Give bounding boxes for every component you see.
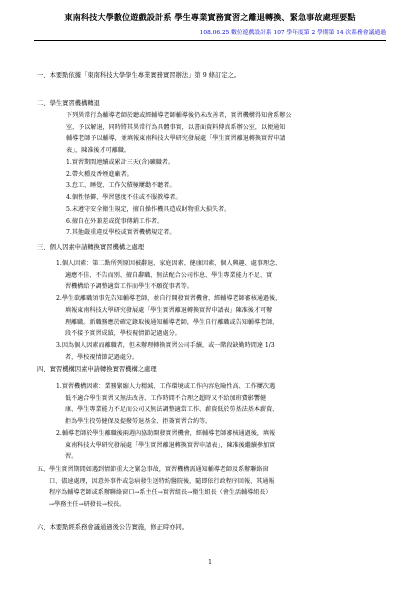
section-3-heading: 三、個人因素申請轉換實習機構之處理: [37, 244, 145, 251]
text-line: 段不接予實習成績，學校視情節記過處分。: [65, 330, 181, 338]
text-line: 東南科技大學研究發展處「學生實習離退轉換實習申請表」，陳准後繼續參加實: [65, 441, 276, 449]
section-6: 六、本要點經系務會議通過後公告實施，修正時亦同。: [37, 524, 189, 531]
section-2-intro: [66, 110, 291, 157]
text-line: →學務主任→研發長→校長。: [49, 501, 126, 509]
text-line: 習。: [65, 453, 78, 461]
section-5: [37, 464, 274, 511]
page-number: 1: [208, 559, 212, 566]
text-line: 2.學生欲離職須事先告知輔導老師，並自行開發實習機會，經輔導老師審核通過後，: [56, 295, 282, 303]
text-line: 理離職。新職務應於確定錄取後通知輔導老師，學生自行離職或告知輔導老師，: [65, 318, 279, 326]
list-item: 5.未遵守安全衛生規定，擅自操作機具造成財物重大損失者。: [66, 205, 231, 213]
text-line: 適應不佳、不告而別、擅自辭職、無法配合公司作息、學生專業能力不足、實: [65, 271, 273, 279]
section-4-heading: 四、實習機構因素申請轉換實習機構之處理: [37, 366, 157, 373]
section-2-list: [66, 157, 230, 239]
section-4-body: [56, 381, 278, 463]
text-line: 拒為學生投勞健保及提撥勞退基金、拒簽實習合約等。: [65, 418, 212, 426]
text-line: 習機構給予調整適當工作而學生不願從事者等。: [65, 283, 193, 291]
text-line: 低不適合學生實習又無法改善、工作時間不合理之超時又不給加班費影響健: [65, 394, 267, 402]
list-item: 2.帶火種及香煙進廠者。: [66, 170, 133, 178]
text-line: 五、學生實習期間如遇到情節重大之緊急事故，實習機構需通知輔導老師及系辦聯絡窗: [37, 466, 269, 473]
text-line: 1.實習機構因素：業務緊縮人力精減、工作環境或工作內容危險性高、工作屢次遇: [56, 383, 276, 390]
title-rule: [34, 40, 386, 41]
text-line: 程序為輔導老師或系辦聯絡窗口→系主任→實習組長→衛生組長（會生活輔導組長）: [49, 489, 272, 497]
text-line: 表」，陳准後才可離職。: [66, 147, 130, 155]
text-line: 3.因為個人因素而離職者，但未辦理轉換實習公司手續，或一階段缺勤時間達 1/3: [56, 341, 275, 349]
text-line: 康、學生專業能力不足而公司又無法調整適當工作、薪資低於勞基法基本薪資、: [65, 406, 279, 414]
section-1: 一、本要點依據「東南科技大學學生專業實務實習辦法」第 9 條訂定之。: [37, 72, 241, 79]
section-3-body: [56, 258, 281, 363]
list-item: 6.擅自在外兼差或從事傳銷工作者。: [66, 217, 164, 225]
text-line: 填報東南科技大學研究發展處「學生實習離退轉換實習申請表」陳准後才可辦: [65, 306, 273, 314]
text-line: 1.個人因素：第二點所列原因被辭退、家庭因素、健康因素、個人興趣、處事理念、: [56, 260, 282, 267]
text-line: 2.輔導老師於學生離職後兩週內協助開發實習機會，經輔導老師審核通過後，填報: [56, 429, 276, 437]
list-item: 1.實習期間連續或累計三天(含)曠職者。: [66, 159, 175, 166]
document-title: 東南科技大學數位遊戲設計系 學生專業實務實習之離退轉換、緊急事故處理要點: [64, 12, 356, 22]
text-line: 口、儘速處理，因意外事件或急病發生送特約醫院後，隨即依行政程序回報、其通報: [49, 477, 275, 485]
approval-note: 108.06.25 數位遊戲設計系 107 學年度第 2 學期第 14 次系務會議通過: [199, 30, 386, 36]
text-line: 輔導老師予以輔導，並填報東南科技大學研究發展處「學生實習離退轉換實習申請: [66, 135, 286, 143]
list-item: 4.個性怪僻、學習態度不佳或不服教導者。: [66, 194, 182, 202]
section-2-heading: 二、學生實習機構轉退: [37, 100, 100, 107]
text-line: 室，予以解退，同時將其異常行為具體事實，以書面資料傳真系辦公室，以便通知: [66, 123, 286, 131]
text-line: 下列異常行為輔導老師於聽或經輔導老師輔導後仍未改善者，實習機構得知會系辦公: [66, 112, 292, 119]
text-line: 者，學校視情節記過處分。: [65, 353, 139, 361]
list-item: 3.怠工、睡覺、工作欠積極屢勸不聽者。: [66, 182, 176, 190]
list-item: 7.其他嚴重違反學校或實習機構規定者。: [66, 229, 176, 237]
